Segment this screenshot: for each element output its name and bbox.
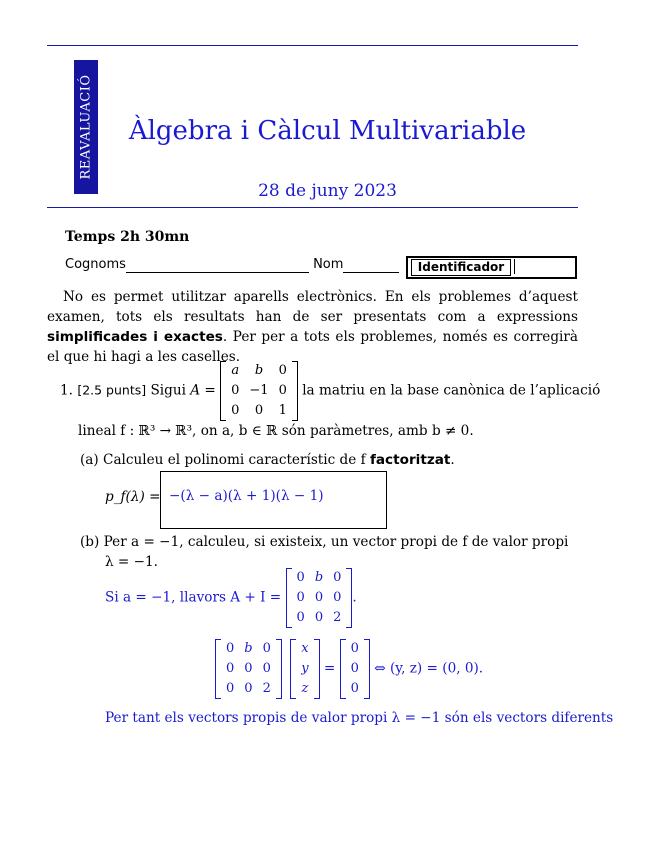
matrix-cell: 0 (254, 403, 264, 418)
matrix-cell: −1 (249, 383, 269, 398)
matrix-cell: z (301, 681, 309, 696)
matrix-cell: y (301, 661, 309, 676)
instructions-text: No es permet utilitzar aparells electrònics. En els problemes d’aquest examen, tots els resultats han de ser presentats com a expressions (47, 289, 578, 325)
matrix-cell: 0 (350, 641, 359, 656)
surname-label: Cognoms (65, 257, 126, 272)
solution-b-end: . (352, 589, 357, 606)
identifier-box (406, 256, 577, 279)
matrix-cell: 0 (226, 661, 235, 676)
matrix-cell: 0 (333, 590, 342, 605)
matrix-cell: 2 (262, 681, 271, 696)
matrix-cell: 0 (226, 681, 235, 696)
matrix-row (296, 639, 313, 659)
page-title: Àlgebra i Càlcul Multivariable (128, 116, 527, 146)
matrix-row (292, 588, 347, 608)
matrix-row (296, 679, 313, 699)
matrix-row (226, 401, 292, 421)
part-b-label: (b) (80, 534, 100, 550)
part-a-label: (a) (80, 452, 99, 468)
equivalence: ⇔ (y, z) = (0, 0). (374, 660, 484, 677)
matrix-row (346, 679, 364, 699)
problem-intro: Sigui (150, 382, 191, 399)
identifier-label: Identificador (411, 259, 511, 276)
problem-1-line2: lineal f : ℝ³ → ℝ³, on a, b ∈ ℝ són paràmetres, amb b ≠ 0. (78, 423, 474, 439)
matrix-cell: 0 (262, 641, 271, 656)
part-b-text: Per a = −1, calculeu, si existeix, un vector propi de f de valor propi (103, 534, 569, 550)
matrix-row (221, 639, 276, 659)
vector-zero (340, 639, 370, 699)
name-field[interactable] (343, 257, 399, 273)
matrix-cell: 0 (350, 661, 359, 676)
matrix-cell: 0 (314, 590, 324, 605)
matrix-cell: 0 (244, 661, 253, 676)
part-a-lhs: p_f(λ) = (105, 489, 161, 505)
matrix-row (221, 659, 276, 679)
part-a-end: . (450, 452, 455, 468)
problem-number: 1. (60, 382, 73, 399)
matrix-cell: a (231, 363, 240, 378)
instructions-end: . (222, 329, 228, 345)
part-b-text2: λ = −1. (105, 554, 159, 570)
student-fields (65, 257, 399, 273)
matrix-cell: 0 (262, 661, 271, 676)
matrix-cell: 0 (296, 610, 305, 625)
top-rule (47, 45, 578, 46)
matrix-cell: b (314, 570, 324, 585)
matrix-cell: b (254, 363, 264, 378)
matrix-A (220, 361, 298, 421)
vector-xyz (290, 639, 319, 699)
badge-text: REAVALUACIÓ (78, 74, 94, 180)
solution-b-line1 (105, 568, 357, 628)
answer-a: −(λ − a)(λ + 1)(λ − 1) (169, 488, 324, 504)
problem-intro-end: la matriu en la base canònica de l’aplicació (302, 382, 601, 399)
matrix-cell: 0 (231, 383, 240, 398)
matrix-cell: 0 (278, 383, 287, 398)
matrix-row (292, 568, 347, 588)
surname-field[interactable] (126, 257, 309, 273)
matrix-cell: 0 (231, 403, 240, 418)
name-label: Nom (313, 257, 344, 272)
part-a-bold: factoritzat (369, 452, 451, 468)
header-bottom-rule (47, 207, 578, 208)
matrix-cell: b (244, 641, 253, 656)
matrix-name: A (190, 382, 201, 399)
matrix-cell: 1 (278, 403, 287, 418)
matrix-cell: 0 (333, 570, 342, 585)
matrix-row (296, 659, 313, 679)
solution-b-system: 0 b 0 0 0 0 0 0 2 x y z = 0 0 0 ⇔ (y, z) = (0, 0). (215, 639, 483, 699)
instructions (47, 287, 578, 367)
exam-time: Temps 2h 30mn (65, 229, 190, 245)
solution-b-conclusion: Per tant els vectors propis de valor propi λ = −1 són els vectors diferents (105, 710, 614, 726)
matrix-cell: 0 (296, 590, 305, 605)
matrix-cell: 0 (296, 570, 305, 585)
answer-box-a[interactable] (160, 471, 387, 529)
matrix-row (292, 608, 347, 628)
matrix-M (215, 639, 282, 699)
matrix-cell: 0 (244, 681, 253, 696)
matrix-cell: 0 (350, 681, 359, 696)
matrix-row (226, 361, 292, 381)
part-b-question (80, 532, 578, 572)
identifier-field[interactable] (514, 259, 570, 274)
solution-b-intro: Si a = −1, llavors A + I = (105, 589, 282, 606)
matrix-row (346, 639, 364, 659)
matrix-cell: 2 (333, 610, 342, 625)
matrix-cell: 0 (314, 610, 324, 625)
matrix-cell: 0 (226, 641, 235, 656)
part-a-text: Calculeu el polinomi característic de f (103, 452, 370, 468)
matrix-row (221, 679, 276, 699)
matrix-row (346, 659, 364, 679)
instructions-bold: simplificades i exactes (47, 329, 223, 345)
matrix-row (226, 381, 292, 401)
exam-date: 28 de juny 2023 (258, 181, 397, 201)
problem-1-statement: 1. [2.5 punts] Sigui A = a b 0 0 −1 0 0 0 1 la matriu en la base canònica de l’aplicació (60, 361, 580, 421)
matrix-A-plus-I (286, 568, 353, 628)
matrix-cell: x (301, 641, 309, 656)
instructions-line2: Per per a tots els problemes, només es corregirà el que hi hagi a les caselles. (47, 329, 579, 365)
part-a-question (80, 452, 455, 468)
matrix-cell: 0 (278, 363, 287, 378)
problem-points: [2.5 punts] (77, 382, 147, 398)
